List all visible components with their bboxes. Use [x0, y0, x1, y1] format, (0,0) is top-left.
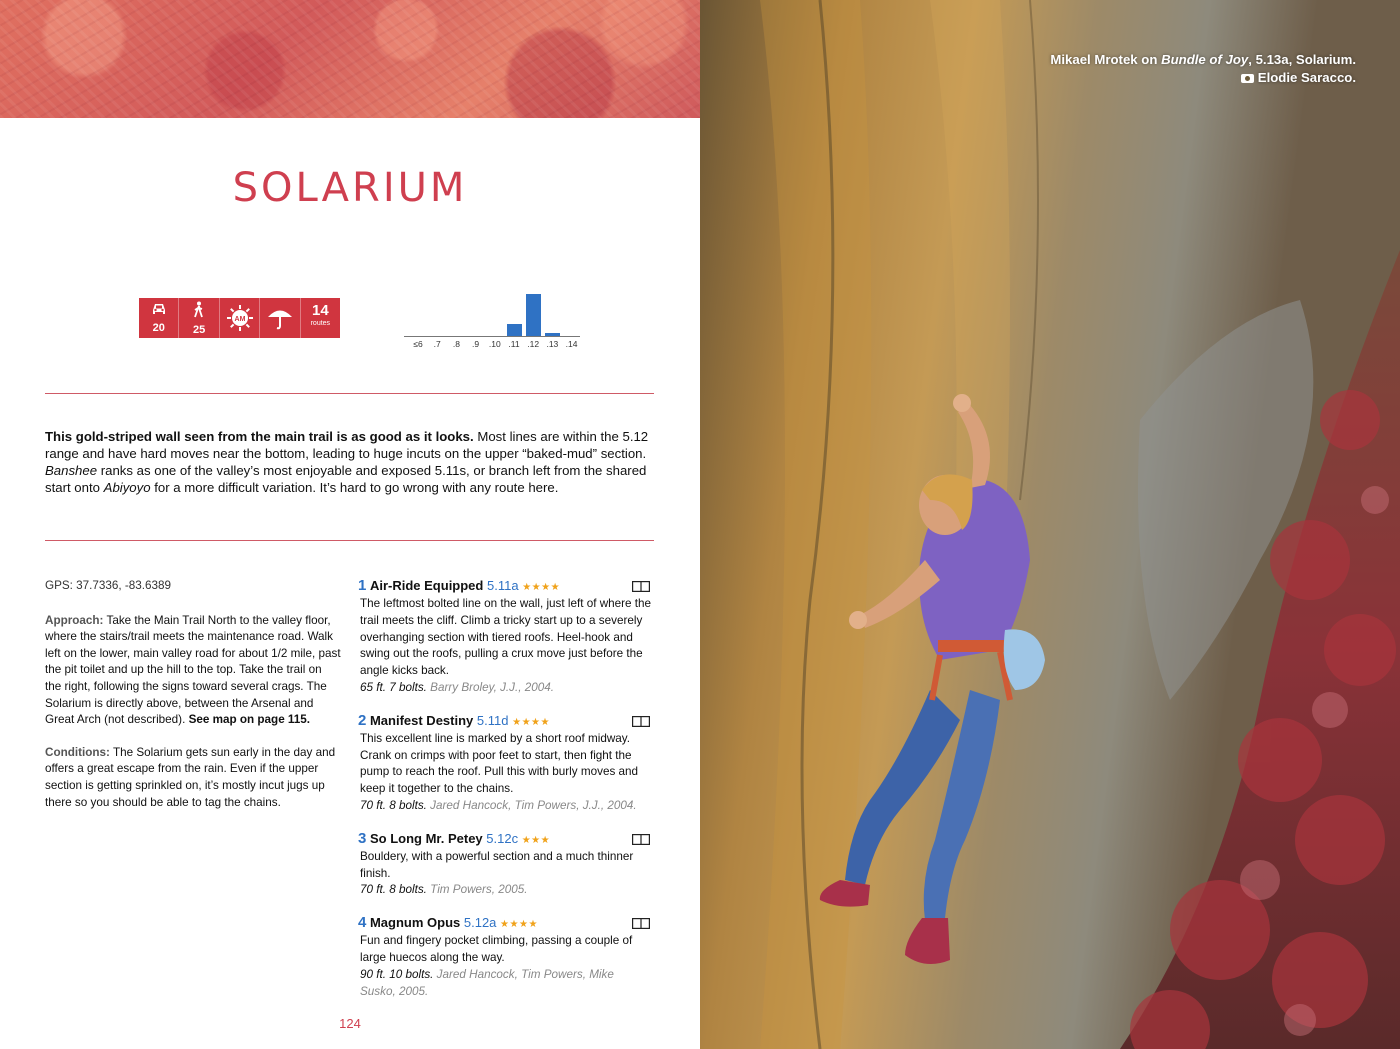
- grade-histogram: [404, 288, 580, 352]
- crag-intro: [45, 428, 657, 496]
- route-count: 14: [311, 302, 329, 319]
- conditions-paragraph: [45, 745, 341, 811]
- histogram-tick-label: .13: [546, 339, 559, 349]
- histogram-tick-label: .7: [433, 339, 441, 349]
- histogram-tick-label: .11: [508, 339, 520, 349]
- page-title: SOLARIUM: [232, 165, 468, 211]
- route-count-stat: [301, 298, 340, 338]
- route-number: 1: [358, 577, 367, 594]
- photo-credit: Elodie Saracco.: [1257, 69, 1356, 85]
- page-number: 124: [339, 1016, 361, 1031]
- hiker-icon: [179, 301, 218, 324]
- route-number: 2: [358, 711, 367, 729]
- route-name: Air-Ride Equipped: [369, 578, 484, 593]
- car-icon: [139, 301, 178, 322]
- route-entry: [358, 712, 652, 815]
- route-grade: 5.11d: [476, 712, 509, 728]
- rain-stat: [260, 298, 300, 338]
- divider-bottom: [45, 540, 654, 541]
- route-description: Fun and fingery pocket climbing, passing a couple of large huecos along the way.: [360, 934, 633, 964]
- route-number: 3: [358, 829, 367, 847]
- intro-route-banshee: Banshee: [45, 463, 98, 478]
- route-first-ascent: Barry Broley, J.J., 2004.: [426, 680, 555, 694]
- umbrella-icon: [260, 306, 299, 335]
- route-stars: ★★★★: [522, 582, 561, 593]
- book-icon: [632, 918, 650, 929]
- route-length: 90 ft. 10 bolts.: [360, 967, 434, 981]
- histogram-tick-label: .8: [452, 339, 460, 349]
- crag-stats-bar: [139, 298, 340, 338]
- histogram-tick-label: .9: [472, 339, 480, 349]
- header-banner: [0, 0, 700, 118]
- route-description: This excellent line is marked by a short roof midway. Crank on crimps with poor feet to start, then fight the pump to reach the roof. Pull this with burly moves and keep it together to the chains.: [360, 731, 639, 796]
- conditions-text: The Solarium gets sun early in the day and offers a great escape from the rain. Even if the upper section is getting sprinkled on, it’s mostly incut jugs up there so you should be able to tag the chains.: [45, 745, 336, 809]
- book-icon: [632, 581, 650, 592]
- approach-minutes: 25: [192, 324, 206, 336]
- intro-body-3: for a more difficult variation. It’s hard to go wrong with any route here.: [150, 480, 559, 495]
- route-name: Magnum Opus: [369, 915, 461, 931]
- route-stars: ★★★: [521, 834, 551, 846]
- caption-detail: , 5.13a, Solarium.: [1248, 52, 1356, 67]
- route-description: Bouldery, with a powerful section and a much thinner finish.: [360, 849, 634, 880]
- route-length: 65 ft. 7 bolts.: [360, 680, 427, 694]
- conditions-label: Conditions:: [45, 745, 110, 759]
- route-list: [358, 577, 652, 1015]
- intro-body-2: ranks as one of the valley’s most enjoyable and exposed 5.11s, or branch left from the shared start onto: [45, 463, 647, 495]
- route-first-ascent: Jared Hancock, Tim Powers, Mike Susko, 2005.: [360, 967, 614, 998]
- camera-icon: [1241, 74, 1254, 83]
- photo-illustration: [700, 0, 1400, 1049]
- parking-minutes: 20: [152, 322, 165, 334]
- route-stars: ★★★★: [500, 919, 538, 931]
- route-grade: 5.12c: [486, 830, 519, 846]
- intro-lead: This gold-striped wall seen from the main trail is as good as it looks.: [45, 429, 474, 444]
- caption-route: Bundle of Joy: [1161, 52, 1249, 67]
- route-name: So Long Mr. Petey: [369, 830, 483, 846]
- approach-map-ref: See map on page 115.: [188, 713, 311, 727]
- route-entry: [358, 830, 652, 899]
- histogram-tick-label: .10: [488, 339, 501, 349]
- divider-top: [45, 393, 654, 394]
- parking-stat: [139, 298, 179, 338]
- gps-coordinates: GPS: 37.7336, -83.6389: [45, 579, 172, 592]
- book-icon: [632, 716, 650, 727]
- climbing-photo: [700, 0, 1400, 1049]
- route-number: 4: [358, 914, 367, 932]
- photo-credit-line: [1050, 69, 1356, 87]
- route-first-ascent: Jared Hancock, Tim Powers, J.J., 2004.: [426, 798, 637, 812]
- route-entry: [358, 914, 652, 1000]
- route-description: The leftmost bolted line on the wall, just left of where the trail meets the cliff. Climb a tricky start up to a severely overhanging section with tiered roofs. Heel-hook and swing out the roofs, pulling a crux move just before the angle kicks back.: [360, 597, 652, 678]
- route-length: 70 ft. 8 bolts.: [360, 798, 427, 812]
- histogram-axis: [404, 336, 580, 337]
- intro-route-abiyoyo: Abiyoyo: [103, 480, 151, 495]
- sun-am-icon: [220, 304, 259, 337]
- route-length: 70 ft. 8 bolts.: [360, 883, 427, 897]
- histogram-tick-label: .14: [565, 339, 578, 349]
- histogram-ticks: [404, 339, 580, 351]
- caption-climber: Mikael Mrotek on: [1050, 52, 1162, 67]
- photo-caption: [1050, 51, 1356, 86]
- approach-text: Take the Main Trail North to the valley floor, where the stairs/trail meets the maintenance road. Walk left on the lower, main valley road for about 1/2 mile, past the pit toilet and up the hill to the top. Take the trail on the right, following the signs toward several crags. The Solarium is directly above, between the Arsenal and Great Arch (not described).: [45, 613, 341, 727]
- histogram-tick-label: ≤6: [413, 339, 423, 349]
- route-grade: 5.12a: [463, 915, 497, 931]
- histogram-bar: [526, 294, 541, 337]
- access-info: [45, 578, 341, 827]
- route-entry: [358, 577, 652, 697]
- approach-stat: [179, 298, 219, 338]
- route-first-ascent: Tim Powers, 2005.: [426, 883, 528, 897]
- histogram-bars: [404, 288, 580, 337]
- caption-line: [1050, 51, 1356, 69]
- intro-body-1: Most lines are within the 5.12 range and have hard moves near the bottom, leading to huge incuts on the upper “baked-mud” section.: [45, 429, 649, 461]
- book-icon: [632, 834, 650, 845]
- approach-label: Approach:: [45, 613, 104, 627]
- sun-am-label: AM: [234, 315, 245, 323]
- route-name: Manifest Destiny: [369, 712, 474, 728]
- route-grade: 5.11a: [486, 578, 519, 593]
- route-stars: ★★★★: [512, 716, 550, 728]
- approach-paragraph: [45, 613, 341, 729]
- route-count-label: routes: [310, 320, 331, 327]
- sun-stat: [220, 298, 260, 338]
- histogram-tick-label: .12: [527, 339, 540, 349]
